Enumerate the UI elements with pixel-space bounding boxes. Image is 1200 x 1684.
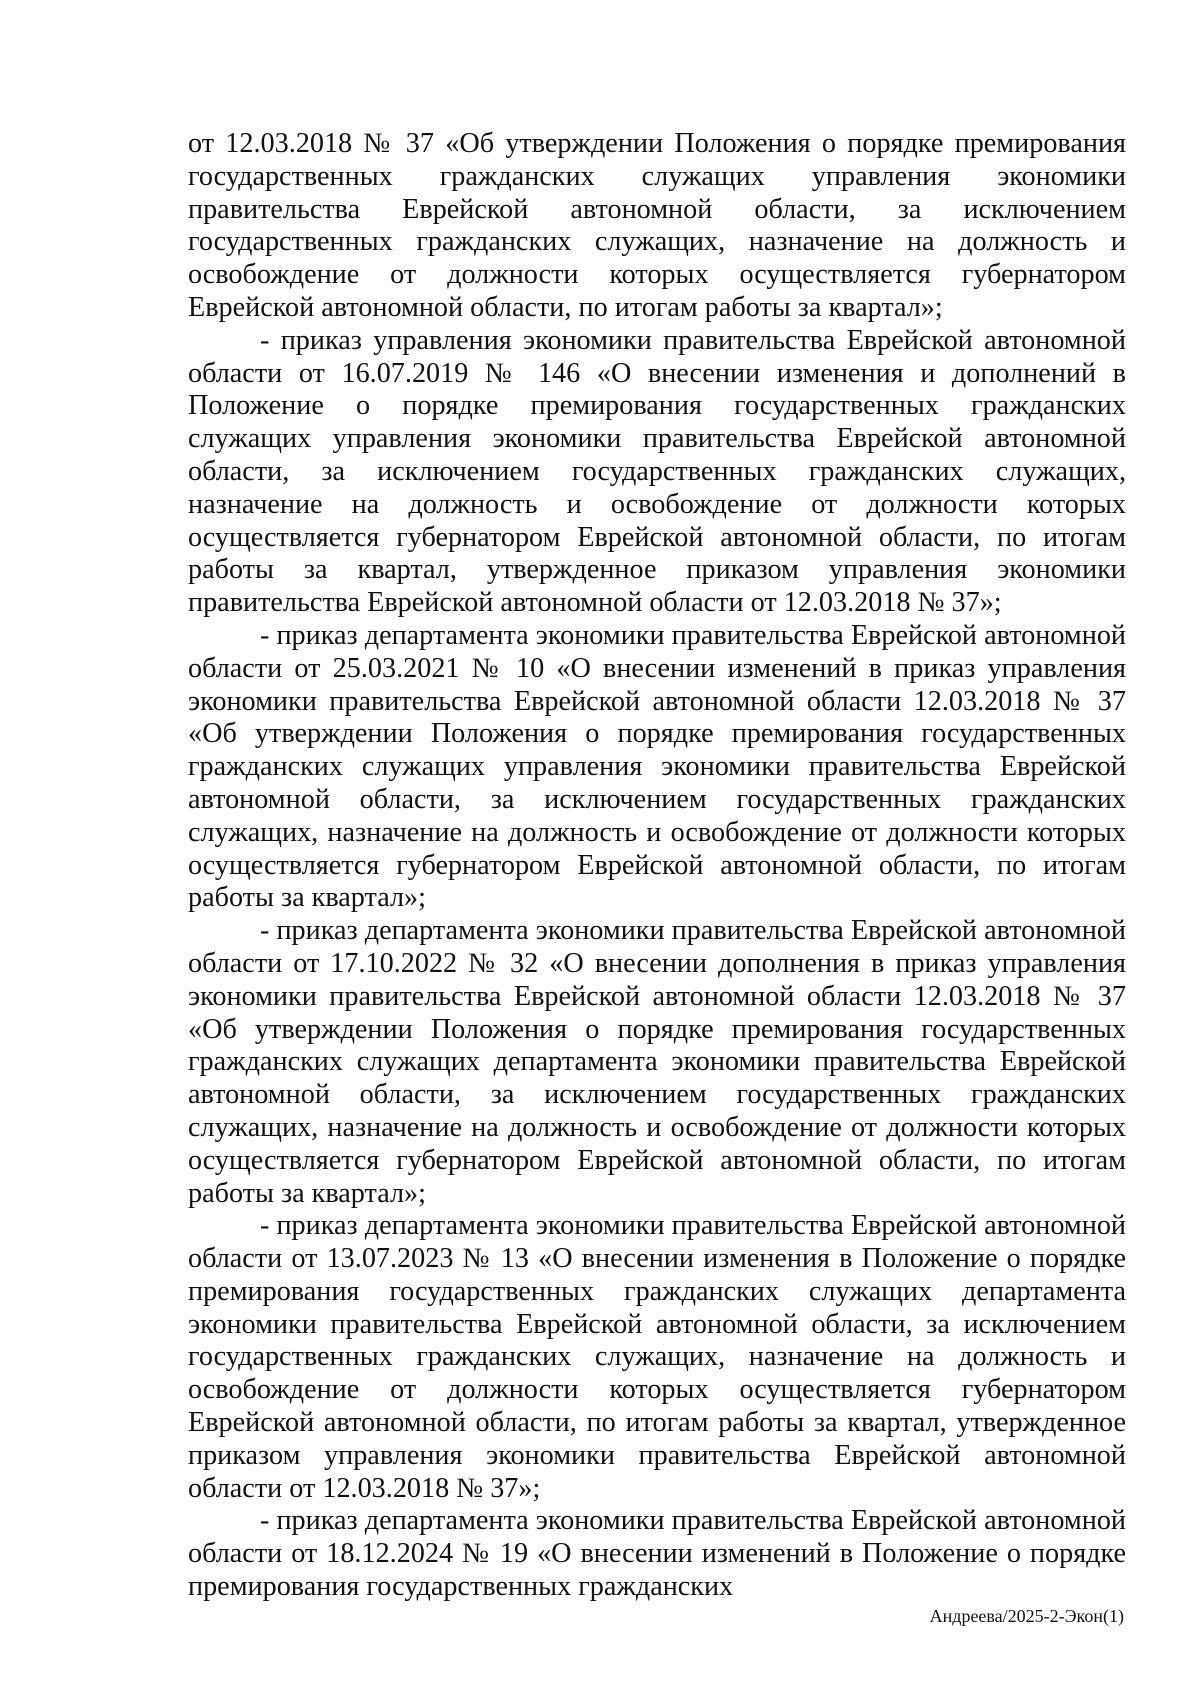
paragraph-order-2023: - приказ департамента экономики правительства Еврейской автономной области от 13.07.2023 № 13 «О внесении изменения в Положение о порядке премирования государственных гражданских служащих департамента экономики правительства Еврейской автономной области, за исключением государственных гражданских служащих, назначение на должность и освобождение от должности которых осуществляется губернатором Еврейской автономной области, по итогам работы за квартал, утвержденное приказом управления экономики правительства Еврейской автономной области от 12.03.2018 № 37»;: [188, 1210, 1126, 1504]
paragraph-order-2019: - приказ управления экономики правительства Еврейской автономной области от 16.07.2019 № 146 «О внесении изменения и дополнений в Положение о порядке премирования государственных гражданских служащих управления экономики правительства Еврейской автономной области, за исключением государственных гражданских служащих, назначение на должность и освобождение от должности которых осуществляется губернатором Еврейской автономной области, по итогам работы за квартал, утвержденное приказом управления экономики правительства Еврейской автономной области от 12.03.2018 № 37»;: [188, 324, 1126, 619]
document-footer-code: Андреева/2025-2-Экон(1): [929, 1606, 1124, 1626]
paragraph-order-2021: - приказ департамента экономики правительства Еврейской автономной области от 25.03.2021 № 10 «О внесении изменений в приказ управления экономики правительства Еврейской автономной области 12.03.2018 № 37 «Об утверждении Положения о порядке премирования государственных гражданских служащих управления экономики правительства Еврейской автономной области, за исключением государственных гражданских служащих, назначение на должность и освобождение от должности которых осуществляется губернатором Еврейской автономной области, по итогам работы за квартал»;: [188, 619, 1126, 914]
document-body: [188, 128, 1126, 1604]
paragraph-order-2024: - приказ департамента экономики правительства Еврейской автономной области от 18.12.2024 № 19 «О внесении изменений в Положение о порядке премирования государственных гражданских: [188, 1505, 1126, 1603]
paragraph-order-2022: - приказ департамента экономики правительства Еврейской автономной области от 17.10.2022 № 32 «О внесении дополнения в приказ управления экономики правительства Еврейской автономной области 12.03.2018 № 37 «Об утверждении Положения о порядке премирования государственных гражданских служащих департамента экономики правительства Еврейской автономной области, за исключением государственных гражданских служащих, назначение на должность и освобождение от должности которых осуществляется губернатором Еврейской автономной области, по итогам работы за квартал»;: [188, 915, 1126, 1209]
paragraph-continuation: от 12.03.2018 № 37 «Об утверждении Положения о порядке премирования государственных гражданских служащих управления экономики правительства Еврейской автономной области, за исключением государственных гражданских служащих, назначение на должность и освобождение от должности которых осуществляется губернатором Еврейской автономной области, по итогам работы за квартал»;: [188, 128, 1126, 323]
